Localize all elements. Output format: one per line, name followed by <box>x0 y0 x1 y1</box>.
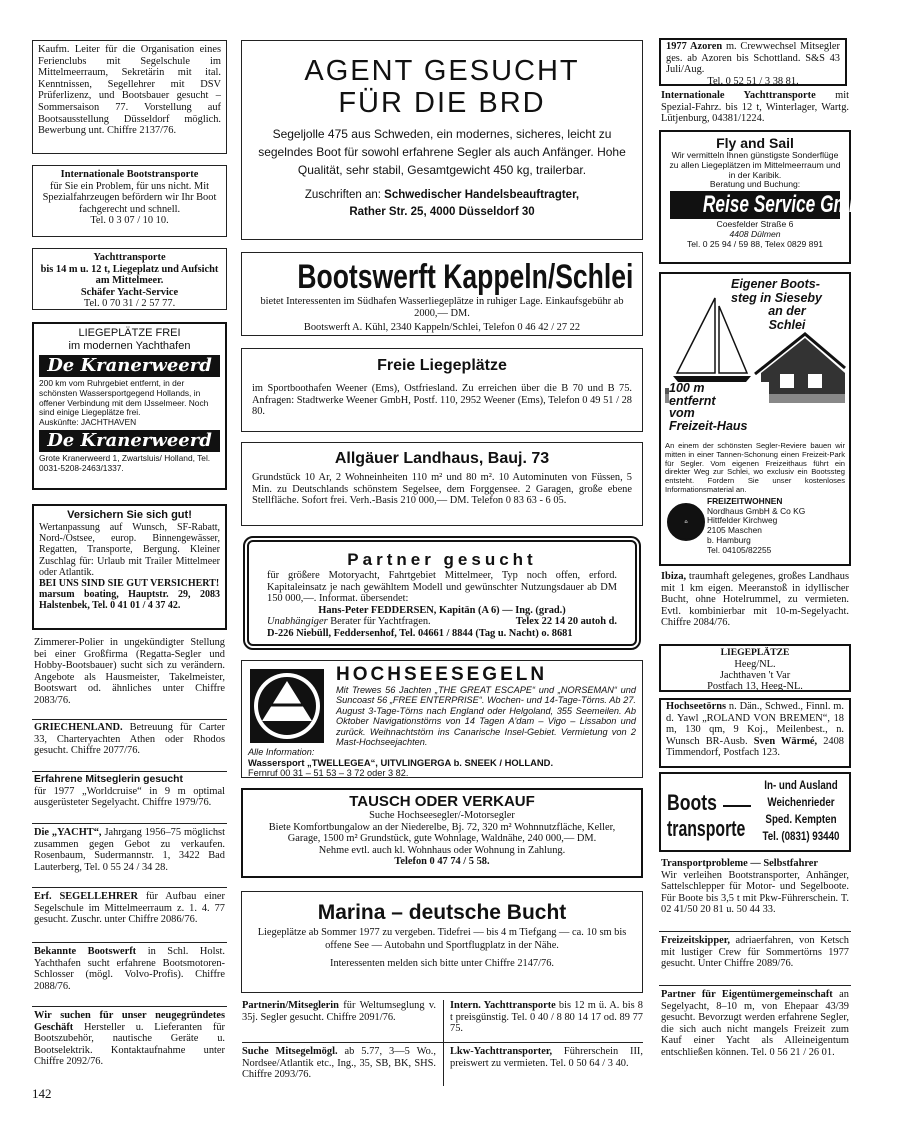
ad-text: Wertanpassung auf Wunsch, SF-Rabatt, Nord-/Ostsee, europ. Binnengewässer, Regatten, Transporte, Bergung. Kleiner Zuschlag für: Urlaub mit Trailer Mittelmeer oder Atlantik. <box>39 522 220 578</box>
ad-fly-and-sail <box>659 130 872 264</box>
ad-text: An einem der schönsten Segler-Reviere bauen wir mitten in einer Tannen-Schonung einen Freizeit-Park für Segler. Vom eigenen Freizeithaus führt ein direkter Weg zur Schlei, wo exclusiv ein Bootssteg entsteht. Fordern Sie unser kostenloses Informationsmaterial an. <box>665 441 845 494</box>
ad-erfahrene-mitseglerin <box>32 774 227 809</box>
ad-distance-4: Freizeit-Haus <box>669 418 748 433</box>
ad-info: Alle Information: <box>248 747 315 758</box>
ad-title-2: FÜR DIE BRD <box>338 87 546 119</box>
ad-text: für Aufbau einer Segelschule im Mittelmeerraum z. 1. 4. 77 gesucht. Zuschr. unter Chiffre 2086/76. <box>34 891 225 926</box>
ad-text: bis 14 m u. 12 t, Liegeplatz und Aufsicht am Mittelmeer. <box>40 263 219 287</box>
ad-address: Wassersport „TWELLEGEA“, UITVLINGERGA b. SNEEK / HOLLAND. <box>248 756 554 768</box>
ad-distance-3: vom <box>669 406 695 420</box>
ad-head: Wir suchen für unser neugegründetes Geschäft <box>34 1010 225 1033</box>
divider <box>32 942 227 943</box>
ad-zimmerer-polier <box>32 637 227 707</box>
ad-intern-yachttransporte <box>450 1000 643 1035</box>
ad-address: D-226 Niebüll, Feddersenhof, Tel. 04661 / 8844 (Tag u. Nacht) o. 8681 <box>267 627 573 639</box>
ad-text: adriaerfahren, von Ketsch mit lustiger Crew für Sommertörns 1977 gesucht. Unter Chiffre 2089/76. <box>661 935 849 970</box>
ad-line: Unabhängiger <box>267 616 328 628</box>
ad-suche-mitsegelmoegl <box>242 1046 436 1081</box>
ad-yachttransporte <box>32 248 227 310</box>
ad-address: Coesfelder Straße 6 <box>716 219 794 230</box>
ad-title: TAUSCH ODER VERKAUF <box>349 793 535 810</box>
ad-text: Jahrgang 1956–75 möglichst zusammen gegen Gebot zu verkaufen. Rosenbaum, Sudermannstr. 1, 3422 Bad Lauterberg, Tel. 0 55 24 / 34 28. <box>34 827 225 873</box>
ad-word: Boots <box>667 790 717 815</box>
ad-internationale-yachttransporte <box>659 90 851 125</box>
ad-title: Versichern Sie sich gut! <box>67 509 192 521</box>
ad-head-4: Schlei <box>768 317 806 332</box>
ad-distance-2: entfernt <box>669 393 716 408</box>
ad-text: Wir vermitteln Ihnen günstigste Sonderflüge zu allen Liegeplätzen im Mittelmeerraum und in der Karibik. <box>669 150 841 180</box>
dash-line <box>723 805 751 807</box>
ad-address: Rather Str. 25, 4000 Düsseldorf 30 <box>349 206 535 218</box>
ad-address: 2408 Timmendorf, Postfach 123. <box>666 735 844 759</box>
ad-head-2: steg in Sieseby <box>731 290 823 305</box>
ad-azoren <box>659 38 847 86</box>
ad-agent-gesucht <box>241 40 643 240</box>
ad-freizeitskipper <box>659 935 851 970</box>
ad-hochseesegeln <box>241 660 643 778</box>
logo-text: De Kranerweerd <box>47 429 212 451</box>
ad-subtitle: im modernen Yachthafen <box>68 340 191 352</box>
divider <box>32 1006 227 1007</box>
divider <box>32 887 227 888</box>
ad-phone: Tel. 04105/82255 <box>707 544 772 555</box>
ad-transportprobleme <box>659 858 851 916</box>
ad-text: im Sportboothafen Weener (Ems), Ostfriesland. Zu erreichen über die B 70 und B 75. Anfragen: Stadtwerke Weener GmbH, Postf. 110, 2952 Weener (Ems), Telefon 0 49 51 / 28 80. <box>252 383 632 418</box>
ad-distance: 100 m <box>669 381 705 395</box>
ad-company: Schwedischer Handelsbeauftragter, <box>384 189 580 201</box>
ad-head: Erf. SEGELLEHRER <box>34 891 138 902</box>
ad-head: Erfahrene Mitseglerin gesucht <box>34 774 183 785</box>
nordhaus-logo <box>667 503 705 541</box>
ad-text: m. Crewwechsel Mitsegler ges. ab Azoren bis Schottland. S&S 43 Juli/Aug. <box>666 41 840 76</box>
ad-name: Hans-Peter FEDDERSEN, Kapitän (A 6) — Ing. (grad.) <box>318 604 566 616</box>
ad-title: Fly and Sail <box>716 135 794 151</box>
ad-zuschr: Zuschriften an: <box>304 189 381 201</box>
ad-head: Intern. Yachttransporte <box>450 1000 556 1011</box>
ad-head: Internationale Yachttransporte <box>661 90 816 101</box>
ad-title: Bootswerft Kappeln/Schlei <box>297 258 634 296</box>
ad-head: Transportprobleme — Selbstfahrer <box>661 858 819 869</box>
divider <box>659 931 851 932</box>
ad-line-2: Weichenrieder <box>767 797 835 809</box>
ad-line-2: Berater für Yachtfragen. <box>330 616 431 628</box>
ad-line: Heeg/NL. <box>734 658 776 670</box>
logo-text: Reise Service GmbH <box>702 191 872 219</box>
ad-company: FREIZEITWOHNEN <box>707 495 783 506</box>
ad-lkw-yachttransporter <box>450 1046 643 1069</box>
ad-address: marsum boating, Hauptstr. 29, 2083 Halstenbek, Tel. 0 41 01 / 4 37 42. <box>39 589 220 612</box>
ad-title: Yachttransporte <box>93 252 166 263</box>
house-icon: ⌂ <box>684 518 688 525</box>
ad-partner-gesucht <box>243 536 641 650</box>
ad-text-span: Zimmerer-Polier in ungekündigter Stellung bei einer Großfirma (Regatta-Segler und Hobby-Bootsbauer) sucht sich zu verändern. Angebote als Hausmeister, Takelmeister, Bootswart od. ähnliches unter Chiffre 2083/76. <box>34 637 225 706</box>
ad-address: Bootswerft A. Kühl, 2340 Kappeln/Schlei, Telefon 0 46 42 / 27 22 <box>303 322 581 334</box>
ad-die-yacht <box>32 827 227 873</box>
ad-text: Hersteller u. Lieferanten für Bootszubehör, nautische Geräte u. Bootselektrik. Kontaktaufnahme unter Chiffre 2092/76. <box>34 1021 225 1068</box>
ad-text: für 1977 „Worldcruise“ in 9 m optimal ausgerüsteter Segelyacht. Chiffre 1979/76. <box>34 785 225 809</box>
vertical-divider <box>443 1000 444 1086</box>
logo-text: De Kranerweerd <box>47 355 212 376</box>
ad-name: Sven Wärmé, <box>753 735 818 747</box>
ad-tausch-oder-verkauf <box>241 788 643 878</box>
ad-text: Liegeplätze ab Sommer 1977 zu vergeben. Tidefrei — bis 4 m Tiefgang — ca. 10 sm bis offene See — Autobahn und Sportflugplatz in der Nähe. <box>257 927 627 951</box>
ad-address: Nordhaus GmbH & Co KG <box>707 505 806 516</box>
ad-head: 1977 Azoren <box>666 41 723 52</box>
ad-phone: Tel. (0831) 93440 <box>762 831 840 843</box>
ad-text: ab 5.77, 3—5 Wo., Nordsee/Atlantik etc., Ing., 35, SB, BK, SHS. Chiffre 2093/76. <box>242 1046 436 1081</box>
ad-text <box>34 637 225 707</box>
ad-phone: Fernruf 00 31 – 51 53 – 3 72 oder 3 82. <box>248 768 409 779</box>
divider <box>32 771 227 772</box>
ad-text: an Segelyacht, 8–10 m, von Ehepaar 43/39 gesucht. Bevorzugt werden erfahrene Segler, die sich auch nicht mangels Freizeit zum Kauf einer Yacht als Alleineigentum entschließen können. Tel. 0 56 21 / 26 01. <box>661 989 849 1058</box>
ad-text: traumhaft gelegenes, großes Landhaus mit 1 km eigen. Meeranstoß in idyllischer Bucht, ohne Hotelrummel, zu vermieten. Evtl. kombinierbar mit 10-m-Segelyacht. Chiffre 2084/76. <box>661 571 849 629</box>
ad-title: LIEGEPLÄTZE FREI <box>78 327 181 339</box>
ad-word-2: transporte <box>667 816 746 841</box>
ad-title: Partner gesucht <box>347 550 537 569</box>
page-number-text: 142 <box>32 1086 52 1101</box>
ad-chiffre: Interessenten melden sich bitte unter Chiffre 2147/76. <box>329 958 554 969</box>
ad-head: Die „YACHT“, <box>34 827 102 838</box>
ad-text: in Schl. Holst. Yachthafen sucht erfahrene Bootsmotoren-Schlosser (mögl. Volvo-Profis). Chiffre 2088/76. <box>34 946 226 992</box>
kranerweerd-logo <box>39 355 220 377</box>
ad-address-2: 4408 Dülmen <box>729 228 781 239</box>
ad-head: Eigener Boots- <box>731 277 820 291</box>
ad-head: Bekannte Bootswerft <box>34 946 137 957</box>
ad-text: Kaufm. Leiter für die Organisation eines Ferienclubs mit Segelschule im Mittelmeerraum, Sekretärin mit ital. Kenntnissen, Segellehrer mit DSV Prüferlizenz, und Bootsbauer gesucht – Sommersaison 77. Vorstellung auf Bootsausstellung Düsseldorf möglich. Bewerbung unt. Chiffre 2137/76. <box>38 44 221 137</box>
ad-head-3: an der <box>768 304 806 318</box>
ad-phone: Tel. 0 70 31 / 2 57 77. <box>83 298 176 310</box>
ad-info: Beratung und Buchung: <box>709 179 801 190</box>
ad-segellehrer <box>32 891 227 926</box>
divider <box>659 985 851 986</box>
divider <box>32 823 227 824</box>
ad-head: Hochseetörns <box>666 701 727 712</box>
ad-internationale-bootstransporte <box>32 165 227 237</box>
ad-phone: Tel. 0 25 94 / 59 88, Telex 0829 891 <box>686 238 823 249</box>
page-number <box>32 1086 92 1102</box>
ad-kaufm-leiter <box>32 40 227 154</box>
ad-address-4: b. Hamburg <box>707 534 751 545</box>
ad-liegeplaetze-heeg <box>659 644 851 692</box>
ad-text: Mit Trewes 56 Jachten „THE GREAT ESCAPE“ und „NORSEMAN“ und Suncoast 56 „FREE ENTERPRISE“. Wochen- und 14-Tage-Törns. Ab 27. August 3-Tage-Törns nach England oder Helgoland, 355 Seemeilen. Ab Oktober Navigationstörns von 14 Tagen A'dam – Vigo – Lissabon und zurück. Weihnachtstörn ins Canarische Insel-Gebiet. Vermietung von 2 Mast-Hochseejachten. <box>336 685 636 748</box>
ad-griechenland <box>32 722 227 757</box>
ad-head: GRIECHENLAND. <box>34 722 123 733</box>
ad-ibiza <box>659 571 851 629</box>
ad-line-3: Sped. Kempten <box>765 814 837 826</box>
triangle-circle-icon <box>250 669 324 743</box>
ad-head: Ibiza, <box>661 571 687 582</box>
ad-wir-suchen <box>32 1010 227 1068</box>
ad-head: Partner für Eigentümergemeinschaft <box>661 989 833 1000</box>
ad-text: Führerschein III, preiswert zu vermieten. Tel. 0 50 64 / 3 40. <box>450 1046 643 1069</box>
ad-info: Auskünfte: JACHTHAVEN <box>39 417 137 428</box>
ad-title: Freie Liegeplätze <box>377 357 507 374</box>
reise-service-logo <box>670 191 872 219</box>
ad-bootstransporte-kempten <box>659 772 851 852</box>
ad-head: Partnerin/Mitseglerin <box>242 1000 339 1011</box>
ad-text: Wir verleihen Bootstransporter, Anhänger, Sattelschlepper für Motor- und Segelboote. Für Boote bis 3,5 t mit Pkw-Führerschein. T. 02 41/50 20 81 u. 50 44 33. <box>661 869 849 916</box>
ad-title: HOCHSEESEGELN <box>336 664 548 685</box>
ad-allgaeuer-landhaus <box>241 442 643 526</box>
ad-slogan: BEI UNS SIND SIE GUT VERSICHERT! <box>39 578 220 590</box>
ad-title: Allgäuer Landhaus, Bauj. 73 <box>334 450 550 467</box>
hochsee-logo <box>250 669 324 743</box>
ad-text: für Weltumseglung v. 35j. Segler gesucht. Chiffre 2091/76. <box>242 1000 436 1023</box>
ad-text: für größere Motoryacht, Fahrtgebiet Mittelmeer, Typ noch offen, erford. Kapitaleinsatz je nach gewähltem Modell und gewünschter Nutzungsdauer ab DM 150 000,—. Informat. übersendet: <box>267 570 617 605</box>
divider <box>242 1042 643 1043</box>
ad-marina-deutsche-bucht <box>241 891 643 993</box>
ad-title: LIEGEPLÄTZE <box>720 647 790 658</box>
ad-address: Grote Kranerweerd 1, Zwartsluis/ Holland, Tel. 0031-5208-2463/1337. <box>39 452 211 473</box>
ad-address-3: 2105 Maschen <box>707 525 762 536</box>
ad-phone: Telefon 0 47 74 / 5 58. <box>394 856 490 868</box>
ad-text: Biete Komfortbungalow an der Niederelbe, Bj. 72, 320 m² Wohnnutzfläche, Keller, Garage, 1500 m² Grundstück, gute Wohnlage, Waldnähe, 240 000,— DM. <box>268 821 616 845</box>
ad-text: n. Dän., Schwed., Finnl. m. d. Yawl „ROLAND VON BREMEN“, 18 m, 130 qm, 9 Koj., Meilenbest., n. Wunsch BR-Ausb. <box>666 701 844 747</box>
ad-address-2: Hittfelder Kirchweg <box>707 515 778 526</box>
ad-telex: Telex 22 14 20 autoh d. <box>515 616 617 628</box>
ad-phone: Tel. 0 52 51 / 3 38 81. <box>707 75 799 87</box>
ad-bootswerft-kappeln <box>241 252 643 336</box>
ad-head: Freizeitskipper, <box>661 935 730 946</box>
ad-line-3: Postfach 13, Heeg-NL. <box>707 680 803 692</box>
ad-partnerin-mitseglerin <box>242 1000 436 1023</box>
ad-title: Marina – deutsche Bucht <box>317 901 567 924</box>
ad-text: mit Spezial-Fahrz. bis 12 t, Winterlager, Wartg. Lütjenburg, 04381/1224. <box>661 90 849 125</box>
ad-title: AGENT GESUCHT <box>304 55 580 87</box>
ad-title: Internationale Bootstransporte <box>60 169 199 180</box>
ad-freie-liegeplaetze <box>241 348 643 432</box>
ad-text: für Sie ein Problem, für uns nicht. Mit Spezialfahrzeugen befördern wir Ihr Boot fachgerecht und schnell. <box>42 180 217 215</box>
divider <box>32 719 227 720</box>
ad-phone: Tel. 0 3 07 / 10 10. <box>90 215 169 227</box>
ad-partner-eigentuemergemeinschaft <box>659 989 851 1059</box>
ad-head: Lkw-Yachttransporter, <box>450 1046 553 1057</box>
ad-text: Segeljolle 475 aus Schweden, ein modernes, sicheres, leicht zu segelndes Boot für sowohl erfahrene Segler als auch Anfänger. Hohe Qualität, sehr stabil, Gesamtgewicht 450 kg, trailerbar. <box>258 127 626 177</box>
ad-text: 200 km vom Ruhrgebiet entfernt, in der schönsten Wassersportgegend Hollands, in offener Verbindung mit dem IJsselmeer. Noch sind einige Liegeplätze frei. <box>39 378 209 418</box>
ad-text: bietet Interessenten im Südhafen Wasserliegeplätze in ruhiger Lage. Einkaufsgebühr ab 2000,— DM. <box>260 296 624 319</box>
ad-line-2: Jachthaven 't Var <box>719 669 791 681</box>
ad-subtitle: Suche Hochseesegler/-Motorsegler <box>369 810 515 821</box>
ad-company: Schäfer Yacht-Service <box>80 286 179 298</box>
ad-bekannte-bootswerft <box>32 946 227 992</box>
ad-liegeplaetze-kranerweerd <box>32 322 227 490</box>
ad-line: In- und Ausland <box>764 780 838 792</box>
kranerweerd-logo-2 <box>39 430 220 452</box>
ad-eigener-bootssteg <box>659 272 851 566</box>
ad-text: Betreuung für Carter 33, Charteryachten Athen oder Rhodos gesucht. Chiffre 2077/76. <box>34 722 225 757</box>
ad-versichern <box>32 504 227 630</box>
ad-text: Grundstück 10 Ar, 2 Wohneinheiten 110 m² und 80 m². 10 Autominuten von Füssen, 5 Min. zu Deutschlands schönstem Segelsee, dem Forggensee. 2 Garagen, große ebene Stellfläche. Sofort frei. Verh.-Basis 210 000,— DM. Telefon 0 83 63 - 6 05. <box>252 472 632 507</box>
ad-head: Suche Mitsegelmögl. <box>242 1046 338 1057</box>
ad-text-2: Nehme evtl. auch kl. Wohnhaus oder Wohnung in Zahlung. <box>318 844 566 856</box>
ad-text: bis 12 m ü. A. bis 8 t preisgünstig. Tel. 0 40 / 8 80 14 17 od. 89 77 75. <box>450 1000 643 1035</box>
ad-hochseetoerns <box>659 698 851 768</box>
